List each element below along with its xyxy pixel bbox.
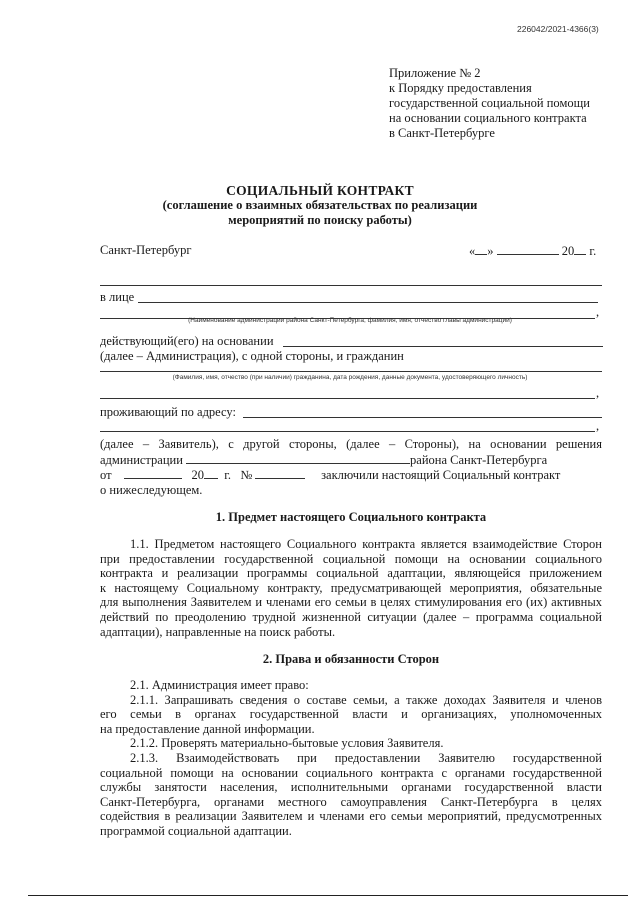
appendix-block: [389, 66, 629, 141]
paragraph-line: программой социальной адаптации.: [100, 823, 292, 838]
preamble-text: заключили настоящий Социальный контракт: [321, 468, 561, 483]
title-subtitle: (соглашение о взаимных обязательствах по реализации: [162, 198, 478, 212]
year-field[interactable]: [574, 243, 586, 255]
paragraph-line: к настоящему Социальному контракту, предусматривающей мероприятия, обязательные: [100, 580, 602, 595]
paragraph-line: службы занятости населения, исполнительными органами государственной власти: [100, 780, 602, 795]
paragraph-line: адаптации), направленные на поиск работы.: [100, 624, 336, 639]
appendix-line: государственной социальной помощи: [389, 96, 590, 110]
preamble-line: [100, 467, 602, 483]
district-field[interactable]: [186, 452, 410, 464]
paragraph-line: 1.1. Предметом настоящего Социального контракта является взаимодействие Сторон: [130, 537, 602, 551]
address-field-2[interactable]: [100, 431, 595, 432]
section-1-heading: 1. Предмет настоящего Социального контракта: [215, 510, 487, 524]
section-2-body: [100, 678, 602, 839]
contract-date: [469, 243, 596, 259]
preamble-text: района Санкт-Петербурга: [410, 452, 548, 467]
basis-field[interactable]: [283, 346, 603, 347]
paragraph-line: действий по преодолению трудной жизненной ситуации (далее – программа социальной: [100, 609, 602, 624]
comma: ,: [596, 419, 600, 433]
preamble-text: администрации: [100, 452, 183, 467]
residing-label: проживающий по адресу:: [100, 405, 236, 419]
document-id: 226042/2021-4366(3): [517, 24, 599, 34]
paragraph-line: контракта и реализации программы социальной адаптации, являющейся приложением: [100, 566, 602, 581]
appendix-line: в Санкт-Петербурге: [389, 126, 495, 140]
blank-line[interactable]: [100, 285, 602, 286]
year-suffix: г.: [589, 244, 597, 258]
citizen-name-field[interactable]: [100, 371, 602, 372]
section-1-body: [100, 537, 602, 639]
preamble: [100, 437, 602, 497]
appendix-line: к Порядку предоставления: [389, 81, 532, 95]
admin-name-field[interactable]: [138, 302, 598, 303]
paragraph-line: Санкт-Петербурга, органами местного самоуправления Санкт-Петербурга в целях: [100, 794, 602, 809]
preamble-text: 20: [191, 468, 204, 483]
date-quote-open: «: [469, 244, 476, 258]
decision-date-field[interactable]: [124, 467, 182, 479]
address-field[interactable]: [243, 417, 602, 418]
contract-title: [0, 183, 640, 228]
paragraph-line: на предоставление данной информации.: [100, 721, 315, 736]
in-person-label: в лице: [100, 290, 135, 304]
paragraph-line: для выполнения Заявителем и членами его семьи в целях стимулирования его (их) активных: [100, 595, 602, 610]
preamble-line: [100, 452, 602, 468]
appendix-line: на основании социального контракта: [389, 111, 587, 125]
paragraph-line: 2.1.2. Проверять материально-бытовые условия Заявителя.: [130, 736, 444, 751]
page-bottom-divider: [28, 895, 628, 896]
paragraph-line: его семьи в органах государственной власти и организациях, уполномоченных: [100, 707, 602, 722]
preamble-line: о нижеследующем.: [100, 482, 203, 497]
year-prefix: 20: [561, 244, 575, 258]
title-main: СОЦИАЛЬНЫЙ КОНТРАКТ: [226, 183, 414, 198]
admin-party-text: (далее – Администрация), с одной стороны, и гражданин: [100, 349, 404, 363]
paragraph-line: 2.1.3. Взаимодействовать при предоставлении Заявителю государственной: [130, 750, 602, 765]
decision-number-field[interactable]: [255, 467, 305, 479]
paragraph-line: содействия в реализации Заявителем и членами его семьи мероприятий, предусмотренных: [100, 809, 602, 824]
preamble-line: (далее – Заявитель), с другой стороны, (далее – Стороны), на основании решения: [100, 437, 602, 451]
citizen-caption: (Фамилия, имя, отчество (при наличии) гражданина, дата рождения, данные документа, удостоверяющего личность): [172, 374, 528, 381]
paragraph-line: социальной помощи на основании социального контракта с органами государственной: [100, 765, 602, 780]
day-field[interactable]: [475, 243, 487, 255]
date-quote-close: »: [487, 244, 494, 258]
decision-year-field[interactable]: [204, 467, 218, 479]
section-2-heading: 2. Права и обязанности Сторон: [262, 652, 440, 666]
preamble-text: №: [240, 468, 253, 483]
citizen-name-field-2[interactable]: [100, 398, 595, 399]
admin-caption: (Наименование администрации района Санкт-Петербурга, фамилия, имя, отчество главы администрации): [188, 317, 512, 324]
paragraph-line: 2.1. Администрация имеет право:: [130, 678, 309, 692]
paragraph-line: 2.1.1. Запрашивать сведения о составе семьи, а также доходах Заявителя и членов: [130, 692, 602, 707]
preamble-text: от: [100, 468, 112, 483]
preamble-text: г.: [224, 468, 232, 483]
appendix-line: Приложение № 2: [389, 66, 481, 80]
title-subtitle: мероприятий по поиску работы): [228, 213, 412, 227]
place: Санкт-Петербург: [100, 243, 192, 257]
comma: ,: [596, 305, 600, 319]
comma: ,: [596, 386, 600, 400]
month-field[interactable]: [497, 243, 559, 255]
acting-label: действующий(его) на основании: [100, 334, 274, 348]
paragraph-line: при предоставлении государственной социальной помощи на основании социального: [100, 551, 602, 566]
